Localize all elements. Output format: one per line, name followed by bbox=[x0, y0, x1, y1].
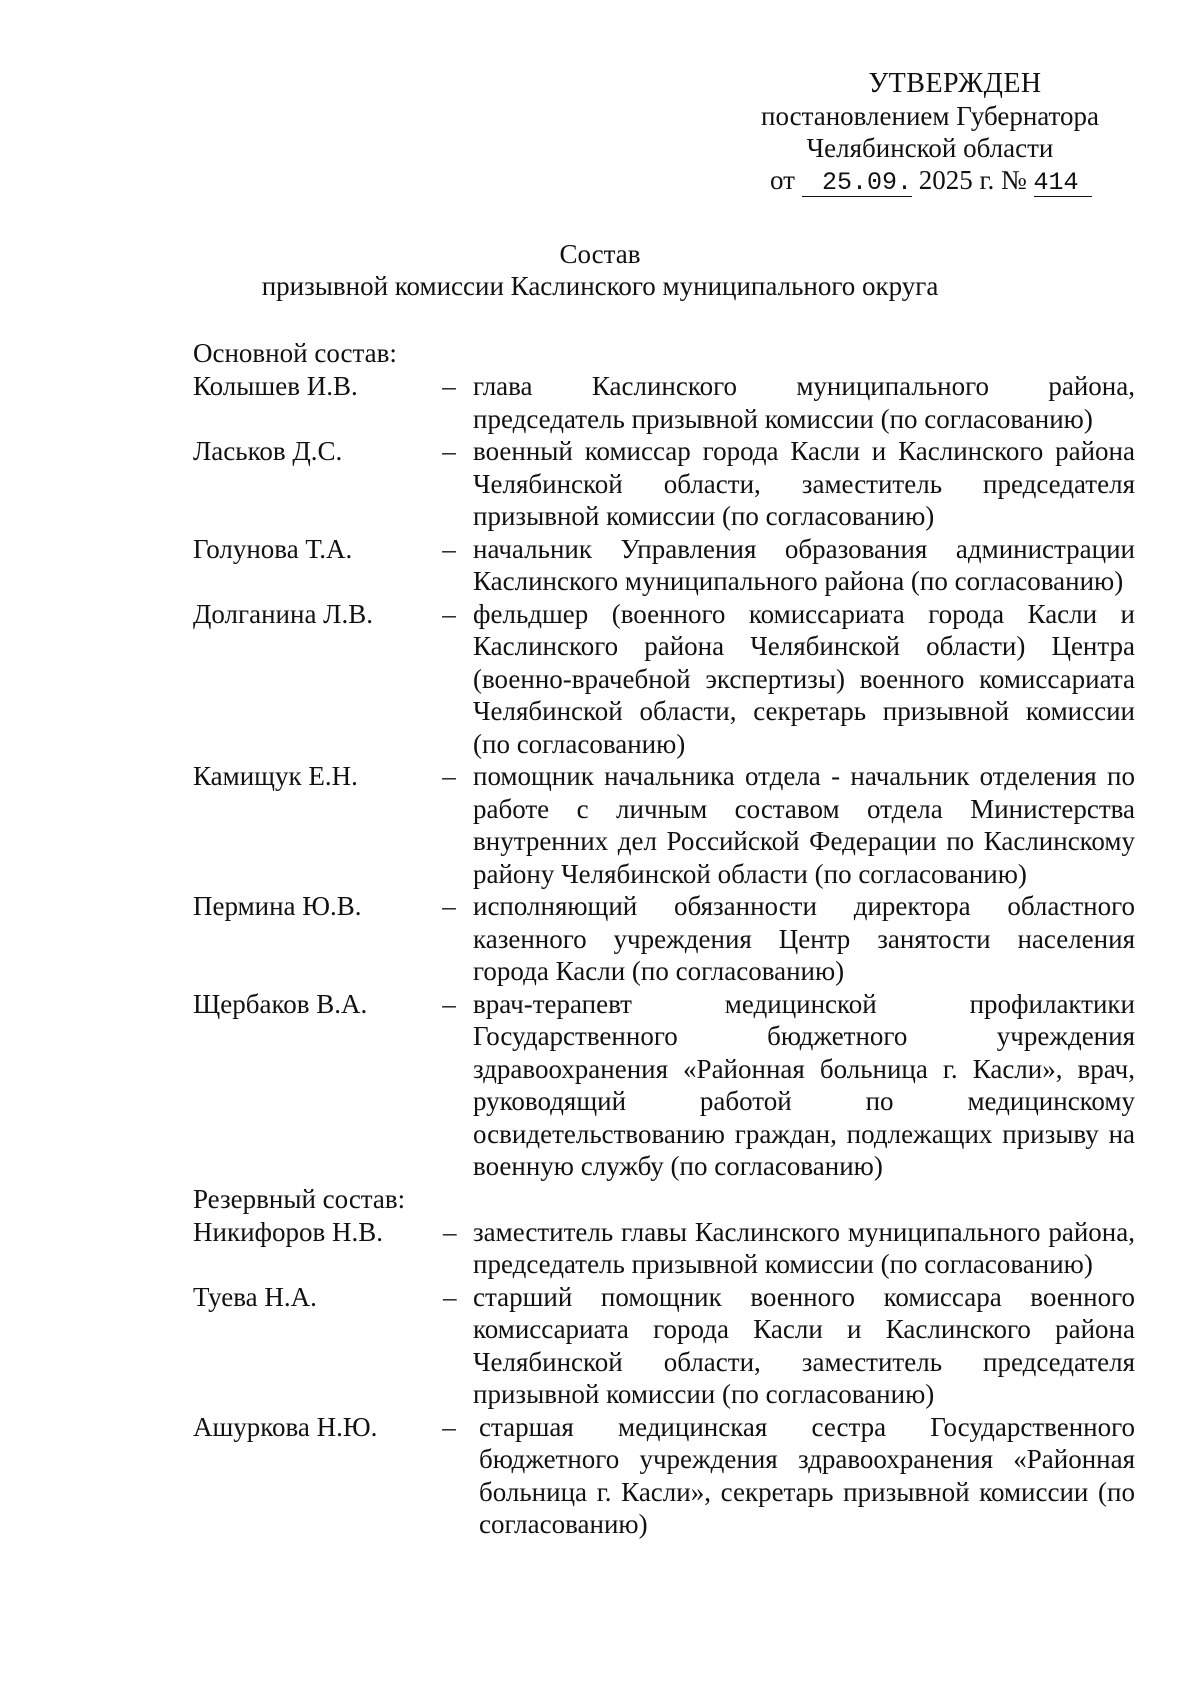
approval-heading: УТВЕРЖДЕН bbox=[868, 68, 1042, 99]
title-line-2: призывной комиссии Каслинского муниципального округа bbox=[261, 271, 939, 301]
member-name: Пермина Ю.В. bbox=[193, 891, 362, 921]
member-position: помощник начальника отдела - начальник отделения по работе с личным составом отдела Министерства внутренних дел Российской Федерации по Каслинскому району Челябинской области (по согласованию) bbox=[473, 761, 1135, 889]
title-line-1: Состав bbox=[559, 239, 641, 269]
member-dash: – bbox=[443, 1216, 457, 1247]
member-entry bbox=[193, 370, 1133, 435]
reserve-section-heading: Резервный состав: bbox=[193, 1183, 406, 1214]
member-position: исполняющий обязанности директора областного казенного учреждения Центр занятости населения города Касли (по согласованию) bbox=[473, 891, 1135, 986]
member-name: Колышев И.В. bbox=[193, 371, 358, 401]
member-name: Никифоров Н.В. bbox=[193, 1216, 384, 1247]
approval-date-line bbox=[770, 164, 1120, 197]
member-dash: – bbox=[442, 598, 456, 629]
member-dash: – bbox=[442, 371, 456, 401]
year-text: 2025 г. № bbox=[918, 165, 1027, 195]
date-value: 25.09. bbox=[821, 168, 912, 197]
reserve-member-entry bbox=[193, 1216, 1133, 1281]
member-dash: – bbox=[442, 891, 456, 921]
member-name: Долганина Л.В. bbox=[193, 598, 373, 629]
member-entry bbox=[193, 988, 1133, 1183]
date-field bbox=[802, 167, 912, 197]
member-position: старший помощник военного комиссара военного комиссариата города Касли и Каслинского района Челябинской области, заместитель председателя призывной комиссии (по согласованию) bbox=[473, 1281, 1135, 1409]
number-value: 414 bbox=[1033, 168, 1079, 197]
member-name: Ласьков Д.С. bbox=[193, 436, 343, 466]
reserve-member-entry bbox=[193, 1281, 1133, 1411]
number-field bbox=[1034, 167, 1093, 197]
member-position: начальник Управления образования администрации Каслинского муниципального района (по согласованию) bbox=[473, 533, 1135, 596]
member-dash: – bbox=[442, 1411, 456, 1442]
member-entry bbox=[193, 890, 1133, 988]
approval-block bbox=[740, 68, 1120, 197]
member-position: заместитель главы Каслинского муниципального района, председатель призывной комиссии (по согласованию) bbox=[473, 1216, 1135, 1279]
approval-line-2: Челябинской области bbox=[806, 133, 1054, 163]
reserve-member-entry bbox=[193, 1411, 1133, 1541]
member-position: фельдшер (военного комиссариата города Касли и Каслинского района Челябинской области) Центра (военно-врачебной экспертизы) военного комиссариата Челябинской области, секретарь призывной комиссии (по согласованию) bbox=[473, 598, 1135, 759]
member-name: Щербаков В.А. bbox=[193, 988, 368, 1019]
document-title bbox=[0, 238, 1200, 302]
member-position: глава Каслинского муниципального района, председатель призывной комиссии (по согласованию) bbox=[473, 371, 1135, 434]
member-dash: – bbox=[442, 988, 456, 1019]
member-dash: – bbox=[442, 533, 456, 564]
member-entry bbox=[193, 760, 1133, 890]
member-dash: – bbox=[443, 1281, 457, 1312]
member-name: Голунова Т.А. bbox=[193, 533, 353, 564]
member-position: старшая медицинская сестра Государственного бюджетного учреждения здравоохранения «Районная больница г. Касли», секретарь призывной комиссии (по согласованию) bbox=[479, 1411, 1135, 1539]
member-dash: – bbox=[442, 436, 456, 466]
commission-list bbox=[193, 337, 1133, 1541]
approval-line-1: постановлением Губернатора bbox=[761, 101, 1099, 131]
date-prefix: от bbox=[770, 165, 795, 195]
member-position: врач-терапевт медицинской профилактики Государственного бюджетного учреждения здравоохранения «Районная больница г. Касли», врач, руководящий работой по медицинскому освидетельствованию граждан, подлежащих призыву на военную службу (по согласованию) bbox=[473, 988, 1135, 1181]
member-name: Ашуркова Н.Ю. bbox=[193, 1411, 378, 1442]
member-position: военный комиссар города Касли и Каслинского района Челябинской области, заместитель председателя призывной комиссии (по согласованию) bbox=[473, 436, 1135, 531]
main-section-heading: Основной состав: bbox=[193, 338, 397, 368]
member-name: Туева Н.А. bbox=[193, 1281, 317, 1312]
member-entry bbox=[193, 435, 1133, 533]
member-entry bbox=[193, 533, 1133, 598]
member-dash: – bbox=[442, 761, 456, 791]
member-name: Камищук Е.Н. bbox=[193, 761, 358, 791]
member-entry bbox=[193, 598, 1133, 761]
